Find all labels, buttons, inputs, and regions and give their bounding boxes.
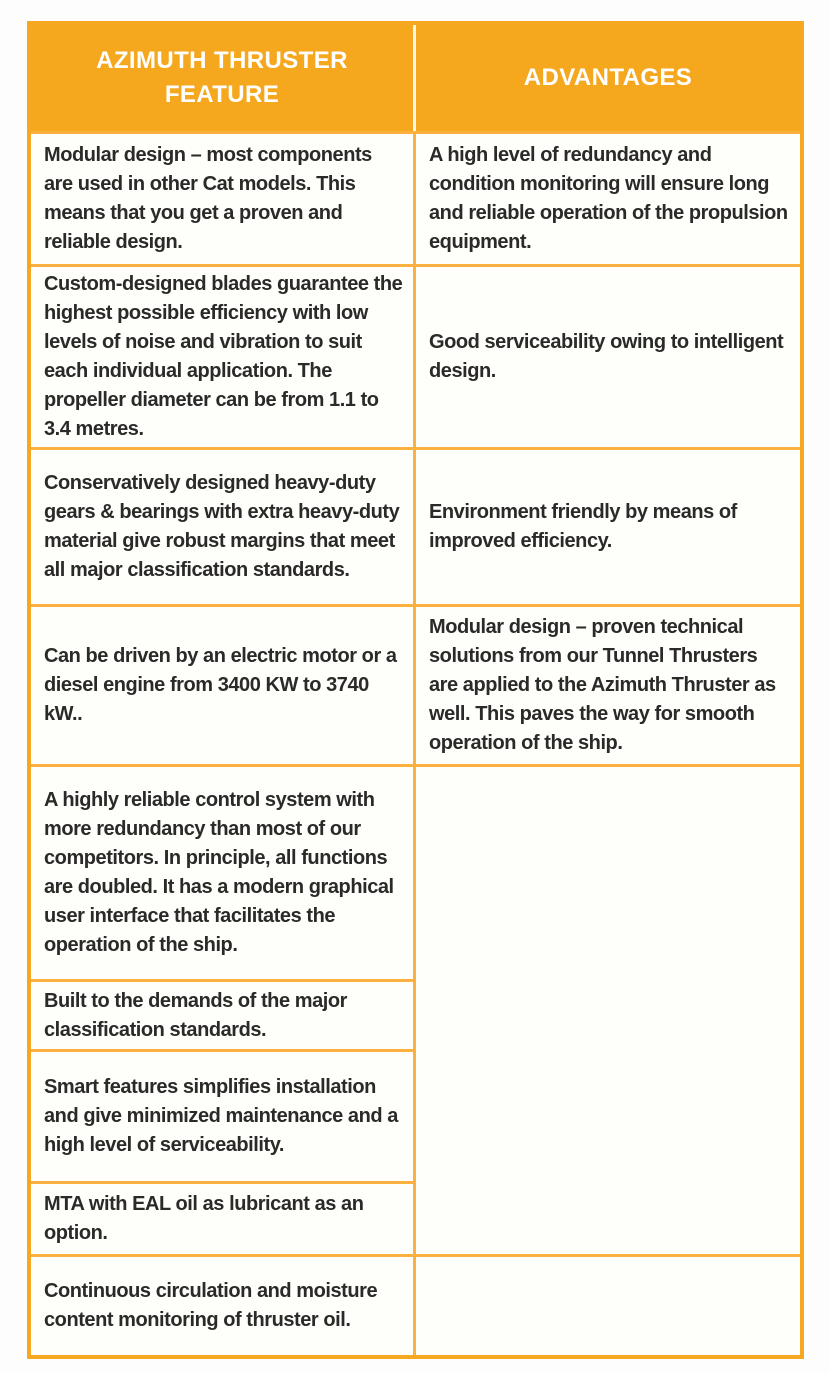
advantage-cell-redundancy: A high level of redundancy and condition monitoring will ensure long and reliable operation of the propulsion equipment.: [416, 134, 800, 264]
feature-cell-modular-design: Modular design – most components are used in other Cat models. This means that you get a proven and reliable design.: [31, 134, 413, 264]
feature-cell-custom-blades: Custom-designed blades guarantee the highest possible efficiency with low levels of noise and vibration to suit each individual application. The propeller diameter can be from 1.1 to 3.4 metres.: [31, 267, 413, 447]
azimuth-thruster-comparison-table: [27, 21, 804, 1359]
feature-cell-control-system: A highly reliable control system with more redundancy than most of our competitors. In principle, all functions are doubled. It has a modern graphical user interface that facilitates the operation of the ship.: [31, 767, 413, 979]
advantage-cell-environment: Environment friendly by means of improved efficiency.: [416, 450, 800, 604]
header-advantages-column: ADVANTAGES: [416, 25, 800, 131]
feature-cell-classification-standards: Built to the demands of the major classification standards.: [31, 982, 413, 1049]
advantage-cell-serviceability: Good serviceability owing to intelligent design.: [416, 267, 800, 447]
feature-cell-eal-oil: MTA with EAL oil as lubricant as an option.: [31, 1184, 413, 1254]
advantage-cell-empty-merged: [416, 767, 800, 1254]
feature-cell-smart-features: Smart features simplifies installation and give minimized maintenance and a high level of serviceability.: [31, 1052, 413, 1181]
feature-cell-heavy-duty-gears: Conservatively designed heavy-duty gears & bearings with extra heavy-duty material give robust margins that meet all major classification standards.: [31, 450, 413, 604]
advantage-cell-empty-last: [416, 1257, 800, 1355]
feature-cell-oil-monitoring: Continuous circulation and moisture content monitoring of thruster oil.: [31, 1257, 413, 1355]
feature-cell-motor-power: Can be driven by an electric motor or a diesel engine from 3400 KW to 3740 kW..: [31, 607, 413, 764]
advantage-cell-modular-design: Modular design – proven technical solutions from our Tunnel Thrusters are applied to the Azimuth Thruster as well. This paves the way for smooth operation of the ship.: [416, 607, 800, 764]
header-feature-column: AZIMUTH THRUSTER FEATURE: [31, 25, 413, 131]
header-column-divider: [413, 25, 416, 131]
